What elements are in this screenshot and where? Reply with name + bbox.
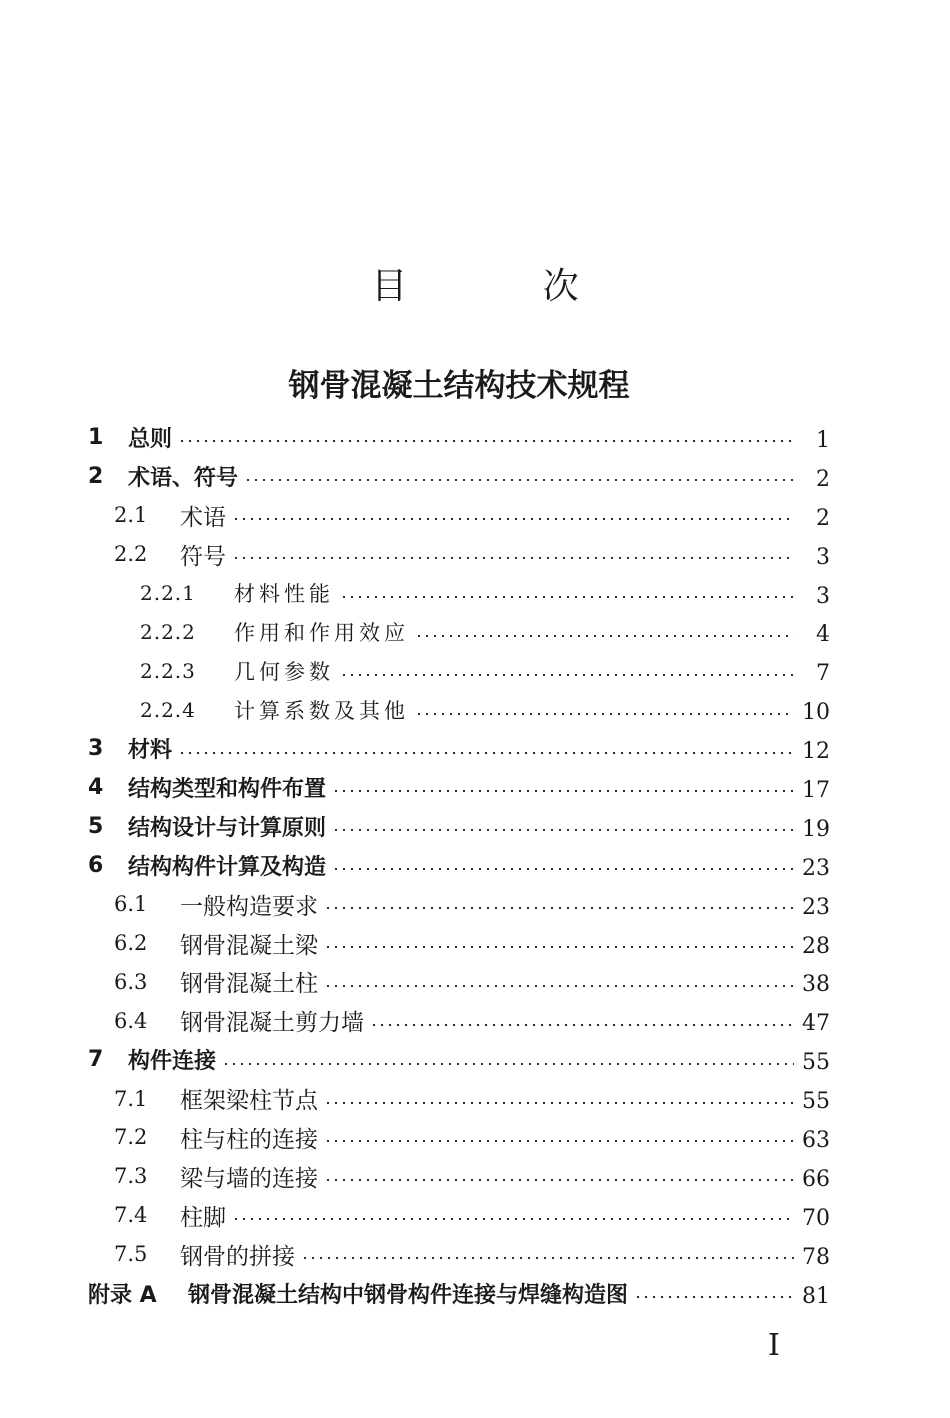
toc-entry-number: 4 [88, 774, 104, 800]
toc-entry-7-1[interactable] [88, 1079, 830, 1118]
page-number: I [768, 1328, 780, 1363]
toc-entry-label: 构件连接 [128, 1049, 217, 1075]
toc-heading: 目 次 [371, 266, 641, 307]
dot-leader [634, 1296, 794, 1298]
dot-leader [232, 518, 794, 520]
dot-leader [244, 479, 794, 481]
toc-entry-number: 6 [88, 852, 104, 878]
toc-entry-number: 7.5 [114, 1242, 148, 1267]
toc-entry-3[interactable] [88, 729, 830, 768]
toc-entry-2-1[interactable] [88, 496, 830, 535]
toc-entry-6-4[interactable] [88, 1001, 830, 1040]
toc-entry-7-5[interactable] [88, 1235, 830, 1274]
toc-entry-page: 81 [802, 1283, 830, 1309]
dot-leader [415, 713, 794, 715]
toc-entry-label: 柱脚 [180, 1204, 226, 1231]
toc-entry-label: 柱与柱的连接 [180, 1126, 318, 1153]
dot-leader [332, 829, 794, 831]
toc-entry-7-2[interactable] [88, 1118, 830, 1157]
dot-leader [370, 1024, 794, 1026]
book-title: 钢骨混凝土结构技术规程 [288, 368, 630, 404]
toc-entry-7[interactable] [88, 1040, 830, 1079]
toc-entry-label: 框架梁柱节点 [180, 1088, 318, 1115]
toc-entry-number: 3 [88, 736, 104, 762]
toc-entry-6-2[interactable] [88, 924, 830, 963]
toc-entry-page: 7 [816, 661, 830, 687]
dot-leader [232, 1218, 794, 1220]
toc-entry-page: 19 [802, 816, 830, 842]
toc-entry-2[interactable] [88, 457, 830, 496]
toc-entry-2-2-4[interactable] [88, 690, 830, 729]
toc-entry-number: 2.1 [114, 503, 148, 528]
toc-entry-number: 7.3 [114, 1164, 148, 1189]
dot-leader [340, 596, 794, 598]
dot-leader [332, 868, 794, 870]
toc-entry-label: 材料性能 [234, 582, 334, 606]
dot-leader [324, 907, 794, 909]
toc-entry-1[interactable] [88, 418, 830, 457]
toc-entry-page: 12 [802, 739, 830, 765]
toc-entry-number: 6.1 [114, 892, 148, 917]
dot-leader [178, 440, 794, 442]
toc-entry-page: 55 [802, 1089, 830, 1115]
toc-entry-number: 附录 A [88, 1282, 157, 1308]
toc-entry-2-2-2[interactable] [88, 612, 830, 651]
toc-entry-page: 2 [816, 505, 830, 531]
toc-entry-page: 66 [802, 1166, 830, 1192]
toc-entry-number: 5 [88, 813, 104, 839]
toc-entry-label: 术语 [180, 504, 226, 531]
toc-entry-7-4[interactable] [88, 1196, 830, 1235]
toc-entry-label: 结构类型和构件布置 [128, 776, 327, 802]
dot-leader [340, 674, 794, 676]
toc-entry-number: 2.2.3 [140, 658, 196, 683]
toc-entry-number: 2.2.1 [140, 581, 196, 605]
toc-entry-number: 1 [88, 424, 104, 450]
toc-entry-6-1[interactable] [88, 885, 830, 924]
toc-entry-number: 2.2.4 [140, 697, 196, 722]
toc-entry-label: 术语、符号 [128, 465, 239, 491]
toc-entry-number: 2 [88, 463, 104, 489]
dot-leader [324, 946, 794, 948]
toc-entry-label: 钢骨混凝土结构中钢骨构件连接与焊缝构造图 [188, 1282, 629, 1308]
toc-entry-page: 1 [816, 427, 830, 453]
toc-entry-page: 10 [802, 700, 830, 726]
toc-entry-label: 一般构造要求 [180, 893, 318, 920]
dot-leader [332, 790, 794, 792]
toc-entry-number: 2.2 [114, 542, 148, 567]
toc-entry-2-2-1[interactable] [88, 574, 830, 613]
toc-entry-number: 7 [88, 1047, 104, 1073]
toc-entry-number: 2.2.2 [140, 619, 196, 644]
toc-entry-label: 钢骨的拼接 [180, 1243, 295, 1270]
toc-entry-page: 70 [802, 1205, 830, 1231]
toc-entry-2-2[interactable] [88, 535, 830, 574]
toc-entry-label: 符号 [180, 543, 226, 570]
dot-leader [324, 1140, 794, 1142]
toc-entry-label: 钢骨混凝土梁 [180, 932, 318, 959]
table-of-contents [88, 418, 830, 1312]
toc-entry-page: 63 [802, 1127, 830, 1153]
toc-entry-7-3[interactable] [88, 1157, 830, 1196]
toc-entry-5[interactable] [88, 807, 830, 846]
toc-entry-4[interactable] [88, 768, 830, 807]
toc-entry-page: 23 [802, 894, 830, 920]
dot-leader [324, 1102, 794, 1104]
toc-entry-6-3[interactable] [88, 962, 830, 1001]
toc-entry-page: 3 [816, 583, 830, 609]
toc-entry-appendix-a[interactable] [88, 1274, 830, 1313]
dot-leader [324, 1179, 794, 1181]
toc-entry-2-2-3[interactable] [88, 651, 830, 690]
toc-entry-label: 计算系数及其他 [234, 698, 409, 723]
toc-entry-page: 23 [802, 855, 830, 881]
toc-entry-6[interactable] [88, 846, 830, 885]
toc-entry-number: 6.4 [114, 1008, 148, 1033]
dot-leader [324, 985, 794, 987]
toc-entry-label: 几何参数 [234, 659, 334, 684]
toc-entry-label: 作用和作用效应 [234, 620, 409, 645]
toc-entry-label: 结构构件计算及构造 [128, 854, 327, 880]
toc-entry-label: 总则 [128, 426, 173, 452]
toc-entry-number: 7.2 [114, 1125, 148, 1150]
toc-entry-page: 2 [816, 466, 830, 492]
dot-leader [415, 635, 794, 637]
toc-entry-label: 材料 [128, 738, 173, 764]
toc-entry-label: 钢骨混凝土柱 [180, 971, 318, 998]
toc-entry-number: 7.1 [114, 1086, 148, 1111]
toc-entry-number: 6.2 [114, 931, 148, 956]
toc-entry-page: 38 [802, 972, 830, 998]
dot-leader [232, 557, 794, 559]
toc-entry-label: 结构设计与计算原则 [128, 815, 327, 841]
toc-entry-page: 28 [802, 933, 830, 959]
toc-entry-number: 6.3 [114, 969, 148, 994]
toc-entry-page: 4 [816, 622, 830, 648]
dot-leader [178, 752, 794, 754]
dot-leader [222, 1063, 794, 1065]
dot-leader [301, 1257, 794, 1259]
toc-entry-page: 3 [816, 544, 830, 570]
toc-entry-label: 梁与墙的连接 [180, 1165, 318, 1192]
toc-entry-page: 78 [802, 1244, 830, 1270]
toc-entry-number: 7.4 [114, 1203, 148, 1228]
toc-entry-page: 47 [802, 1011, 830, 1037]
toc-entry-page: 55 [802, 1050, 830, 1076]
toc-entry-page: 17 [802, 777, 830, 803]
toc-entry-label: 钢骨混凝土剪力墙 [180, 1010, 364, 1037]
